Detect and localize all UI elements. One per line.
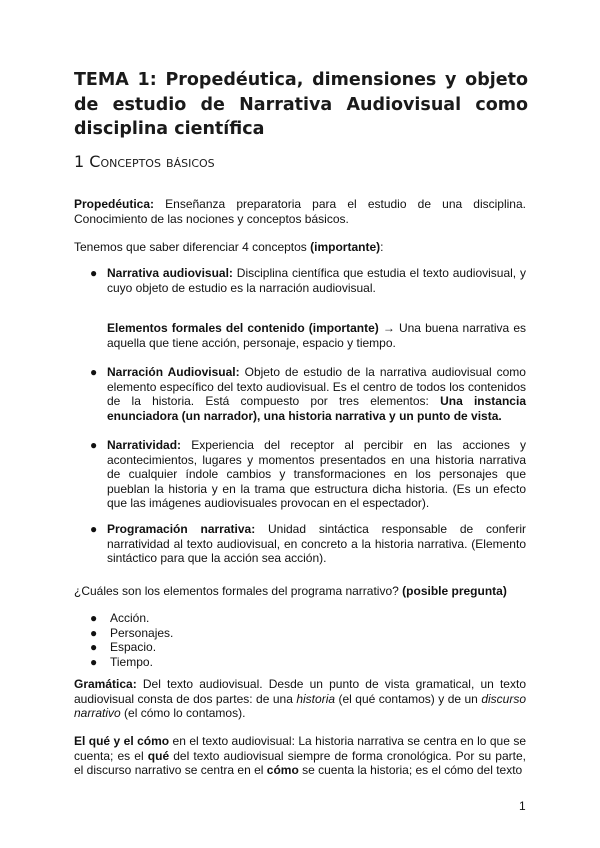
definition: Enseñanza preparatoria para el estudio de una disciplina. Conocimiento de las nociones y conceptos básicos. — [74, 197, 526, 226]
page-number: 1 — [519, 799, 526, 813]
term: Programación narrativa: — [107, 522, 256, 536]
bullet-icon: ● — [90, 438, 98, 452]
elementos-formales-note — [107, 321, 526, 350]
term: Propedéutica: — [74, 197, 155, 211]
list-item — [90, 438, 526, 511]
question-paragraph — [74, 584, 526, 599]
term: El qué y el cómo — [74, 734, 170, 748]
item-text: Espacio. — [110, 640, 157, 654]
bold-text: cómo — [266, 763, 299, 778]
term: Gramática: — [74, 677, 137, 691]
bullet-icon: ● — [90, 654, 98, 669]
text: (el qué contamos) y de un — [335, 691, 482, 706]
italic-text: discurso narrativo — [74, 691, 526, 721]
note-text: → Una buena narrativa es aquella que tiene acción, personaje, espacio y tiempo. — [107, 321, 526, 350]
term: Narrativa audiovisual: — [107, 266, 233, 280]
text: se cuenta la historia; es el cómo del texto — [298, 763, 523, 778]
item-text: Acción. — [110, 611, 150, 625]
item-text: Tiempo. — [110, 654, 153, 669]
question-text: ¿Cuáles son los elementos formales del programa narrativo? — [74, 584, 403, 598]
bullet-icon: ● — [90, 625, 98, 640]
list-item — [90, 365, 526, 423]
term: Narratividad: — [107, 438, 182, 452]
list-item — [90, 654, 153, 670]
intro-paragraph — [74, 240, 526, 255]
question-bold: (posible pregunta) — [402, 584, 507, 598]
text: del texto audiovisual siempre de forma cronológica. Por su parte, el discurso narrativo se centra en el — [74, 748, 526, 778]
intro-text: Tenemos que saber diferenciar 4 conceptos — [74, 240, 311, 254]
gramatica-paragraph — [74, 677, 526, 721]
que-como-paragraph — [74, 734, 526, 778]
text: Del texto audiovisual. Desde un punto de vista gramatical, un texto audiovisual consta de dos partes: de una — [74, 677, 526, 706]
bullet-icon: ● — [90, 522, 98, 536]
note-bold: Elementos formales del contenido (importante) — [107, 321, 379, 335]
bullet-icon: ● — [90, 266, 98, 280]
italic-text: historia — [296, 691, 336, 706]
definition: Experiencia del receptor al percibir en las acciones y acontecimientos, lugares y momentos presentados en una historia narrativa de cualquier índole cambios y transformaciones en los personajes que pueblan la historia y en la trama que estructura dicha historia. (Es un efecto que las imágenes audiovisuales provocan en el espectador). — [107, 438, 526, 511]
section-heading: 1 Conceptos básicos — [74, 152, 215, 171]
definition: Objeto de estudio de la narrativa audiovisual como elemento específico del texto audiovisual. Es el centro de todos los contenidos de la historia. Está compuesto por tres elementos: — [107, 365, 526, 409]
list-item — [90, 522, 526, 566]
bullet-icon: ● — [90, 640, 98, 654]
definition-bold: Una instancia enunciadora (un narrador), una historia narrativa y un punto de vista. — [107, 394, 526, 423]
intro-bold: (importante) — [310, 240, 381, 254]
list-item — [90, 640, 157, 655]
list-item — [90, 611, 150, 626]
propedeutica-paragraph — [74, 197, 526, 226]
bullet-icon: ● — [90, 365, 98, 379]
list-item — [90, 625, 174, 641]
list-item — [90, 266, 526, 295]
text: en el texto audiovisual: La historia narrativa se centra en lo que se cuenta; es el — [74, 734, 526, 763]
definition: Unidad sintáctica responsable de conferir narratividad al texto audiovisual, en concreto a la historia narrativa. (Elemento sintáctico para que la acción sea acción). — [107, 522, 526, 566]
bullet-icon: ● — [90, 611, 98, 625]
intro-end: : — [380, 240, 384, 254]
text: (el cómo lo contamos). — [120, 706, 246, 721]
item-text: Personajes. — [110, 625, 174, 640]
bold-text: qué — [147, 748, 170, 763]
term: Narración Audiovisual: — [107, 365, 240, 379]
definition: Disciplina científica que estudia el texto audiovisual, y cuyo objeto de estudio es la narración audiovisual. — [107, 266, 526, 295]
document-title: TEMA 1: Propedéutica, dimensiones y objeto de estudio de Narrativa Audiovisual como disciplina científica — [74, 70, 528, 139]
